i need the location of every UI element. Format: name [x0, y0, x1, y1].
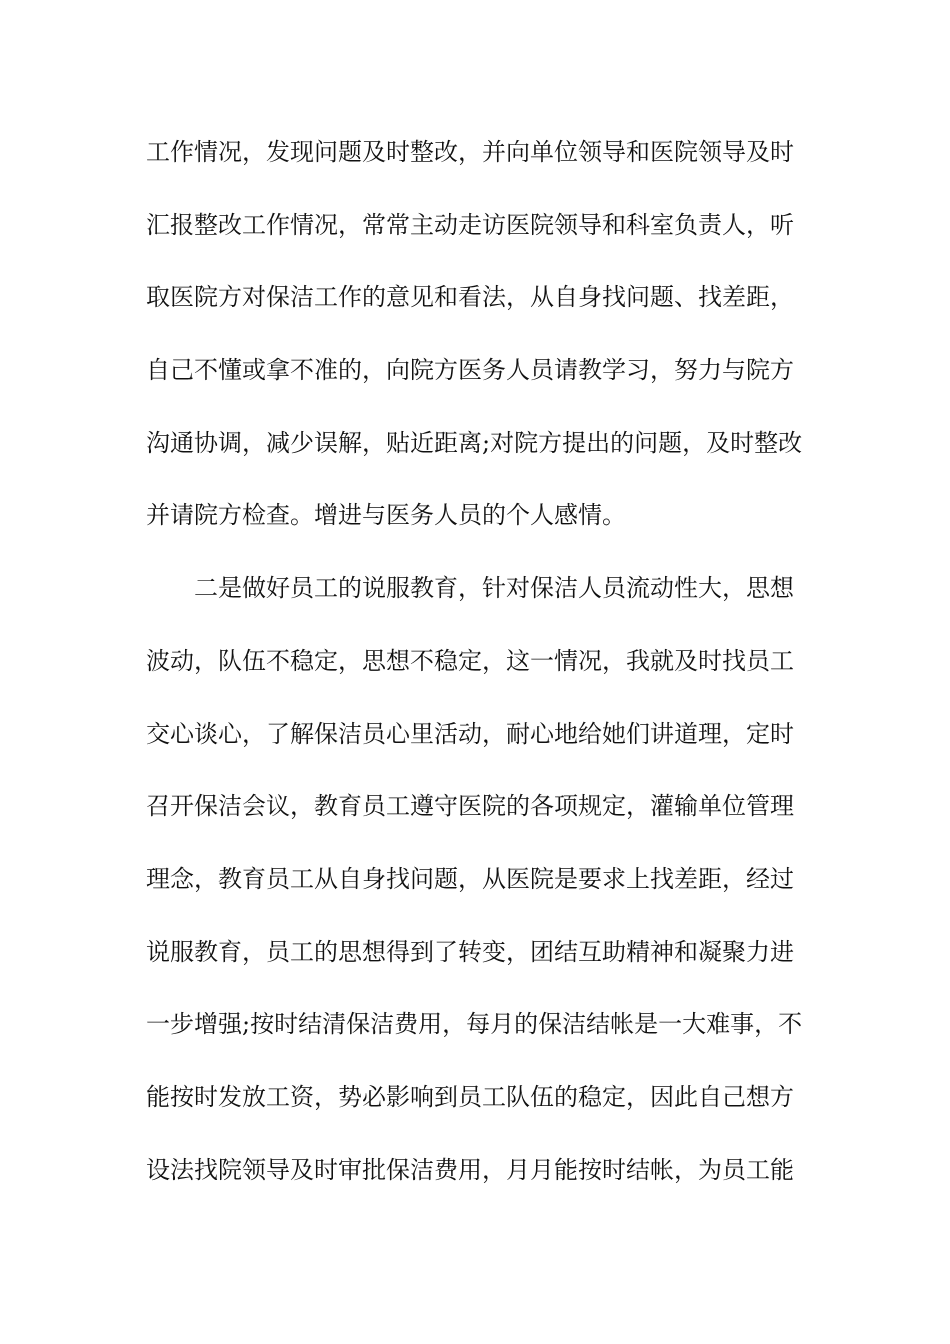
body-text	[146, 127, 810, 1217]
text-line: 一步增强;按时结清保洁费用，每月的保洁结帐是一大难事，不	[146, 1010, 803, 1039]
text-line: 波动，队伍不稳定，思想不稳定，这一情况，我就及时找员工	[146, 646, 794, 675]
text-line: 沟通协调，减少误解，贴近距离;对院方提出的问题，及时整改	[146, 428, 803, 457]
text-line: 取医院方对保洁工作的意见和看法，从自身找问题、找差距，	[146, 283, 794, 312]
text-line: 能按时发放工资，势必影响到员工队伍的稳定，因此自己想方	[146, 1082, 794, 1111]
paragraph-start-line: 二是做好员工的说服教育，针对保洁人员流动性大，思想	[194, 574, 794, 603]
text-line: 并请院方检查。增进与医务人员的个人感情。	[146, 501, 626, 530]
text-line: 说服教育，员工的思想得到了转变，团结互助精神和凝聚力进	[146, 937, 794, 966]
text-line: 召开保洁会议，教育员工遵守医院的各项规定，灌输单位管理	[146, 792, 794, 821]
text-line: 工作情况，发现问题及时整改，并向单位领导和医院领导及时	[146, 138, 794, 166]
text-line: 设法找院领导及时审批保洁费用，月月能按时结帐，为员工能	[146, 1155, 794, 1184]
text-line: 自己不懂或拿不准的，向院方医务人员请教学习，努力与院方	[146, 356, 794, 385]
text-line: 汇报整改工作情况，常常主动走访医院领导和科室负责人，听	[146, 210, 794, 239]
text-line: 交心谈心，了解保洁员心里活动，耐心地给她们讲道理，定时	[146, 719, 794, 748]
text-line: 理念，教育员工从自身找问题，从医院是要求上找差距，经过	[146, 864, 794, 893]
